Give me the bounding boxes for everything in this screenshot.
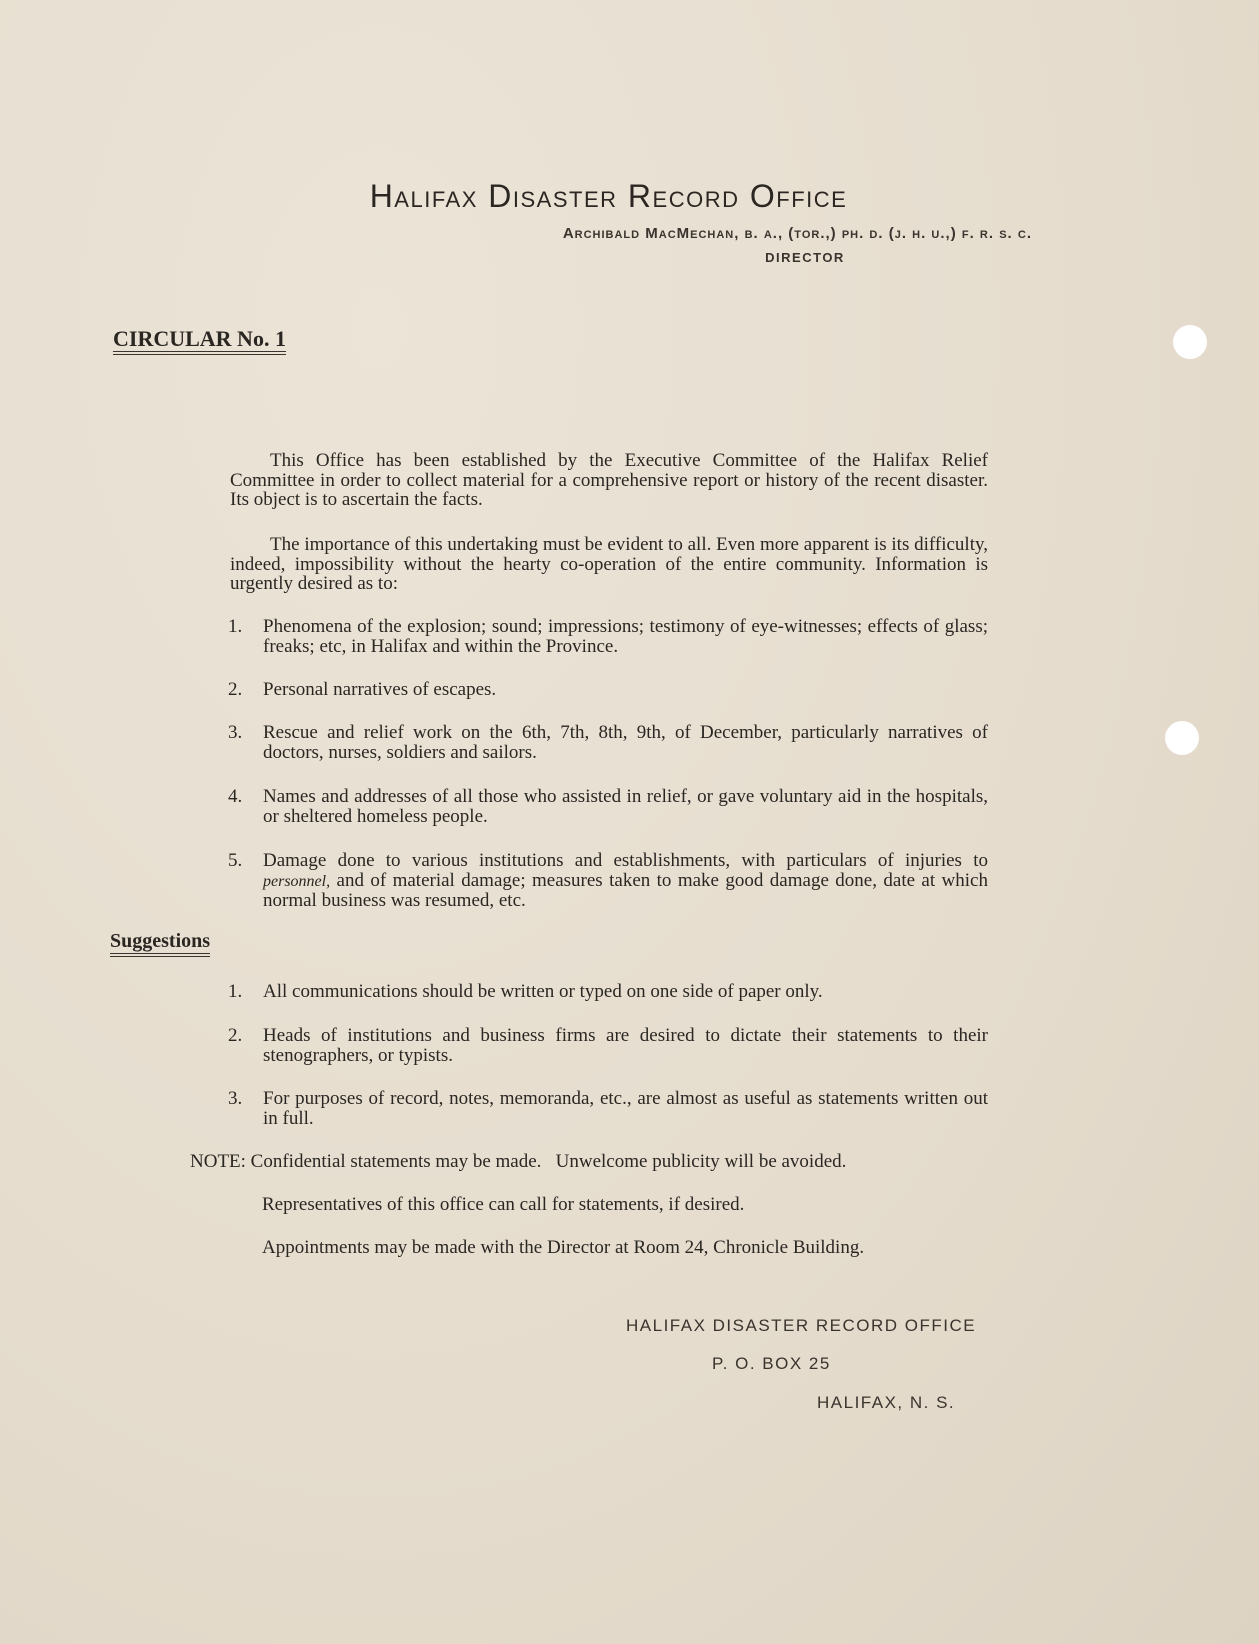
item-text: Rescue and relief work on the 6th, 7th, 8th, 9th, of December, particularly narratives of doctors, nurses, soldiers and sailors. bbox=[263, 722, 988, 763]
footer-city: HALIFAX, N. S. bbox=[817, 1393, 956, 1412]
director-label: DIRECTOR bbox=[765, 250, 845, 265]
suggestion-item bbox=[228, 1026, 988, 1065]
letterhead-title: Halifax Disaster Record Office bbox=[369, 178, 848, 214]
suggestions-heading: Suggestions bbox=[110, 929, 210, 957]
italic-word: personnel, bbox=[263, 872, 331, 890]
item-number: 1. bbox=[228, 616, 243, 637]
punch-hole bbox=[1173, 325, 1207, 359]
paragraph: The importance of this undertaking must be evident to all. Even more apparent is its difficulty, indeed, impossibility without the hearty co-operation of the entire community. Information is urgently desired as to: bbox=[230, 534, 988, 594]
item-text: For purposes of record, notes, memoranda, etc., are almost as useful as statements written out in full. bbox=[263, 1088, 988, 1129]
item-text: Names and addresses of all those who assisted in relief, or gave voluntary aid in the hospitals, or sheltered homeless people. bbox=[263, 786, 988, 827]
appointments-note: Appointments may be made with the Director at Room 24, Chronicle Building. bbox=[262, 1237, 865, 1258]
item-number: 2. bbox=[228, 1025, 243, 1046]
item-text: Phenomena of the explosion; sound; impressions; testimony of eye-witnesses; effects of glass; freaks; etc, in Halifax and within the Province. bbox=[263, 616, 988, 657]
punch-hole bbox=[1165, 721, 1199, 755]
item-number: 5. bbox=[228, 850, 243, 871]
footer-box: P. O. BOX 25 bbox=[712, 1354, 831, 1373]
info-item bbox=[228, 787, 988, 826]
representatives-note: Representatives of this office can call for statements, if desired. bbox=[262, 1194, 745, 1215]
item-text: Personal narratives of escapes. bbox=[263, 679, 497, 700]
item-number: 3. bbox=[228, 1088, 243, 1109]
suggestion-item bbox=[228, 982, 988, 1002]
item-text bbox=[263, 851, 988, 911]
item-text: Heads of institutions and business firms are desired to dictate their statements to their stenographers, or typists. bbox=[263, 1025, 988, 1066]
item-text-part: and of material damage; measures taken to make good damage done, date at which normal business was resumed, etc. bbox=[263, 869, 988, 911]
suggestion-item bbox=[228, 1089, 988, 1128]
info-item bbox=[228, 617, 988, 656]
director-name: Archibald MacMechan, b. a., (tor.,) ph. d. (j. h. u.,) f. r. s. c. bbox=[562, 225, 1032, 242]
paragraph: This Office has been established by the Executive Committee of the Halifax Relief Committee in order to collect material for a comprehensive report or history of the recent disaster. Its object is to ascertain the facts. bbox=[230, 450, 988, 510]
note: NOTE: Confidential statements may be made. Unwelcome publicity will be avoided. bbox=[190, 1151, 847, 1172]
item-text-part: Damage done to various institutions and establishments, with particulars of injuries to bbox=[263, 850, 988, 871]
info-item bbox=[228, 723, 988, 762]
item-number: 2. bbox=[228, 679, 243, 700]
circular-heading: CIRCULAR No. 1 bbox=[113, 327, 286, 355]
info-item bbox=[228, 851, 988, 911]
info-item bbox=[228, 680, 988, 700]
item-number: 3. bbox=[228, 722, 243, 743]
item-number: 4. bbox=[228, 786, 243, 807]
footer-office: HALIFAX DISASTER RECORD OFFICE bbox=[626, 1316, 977, 1335]
item-text: All communications should be written or typed on one side of paper only. bbox=[263, 981, 823, 1002]
item-number: 1. bbox=[228, 981, 243, 1002]
